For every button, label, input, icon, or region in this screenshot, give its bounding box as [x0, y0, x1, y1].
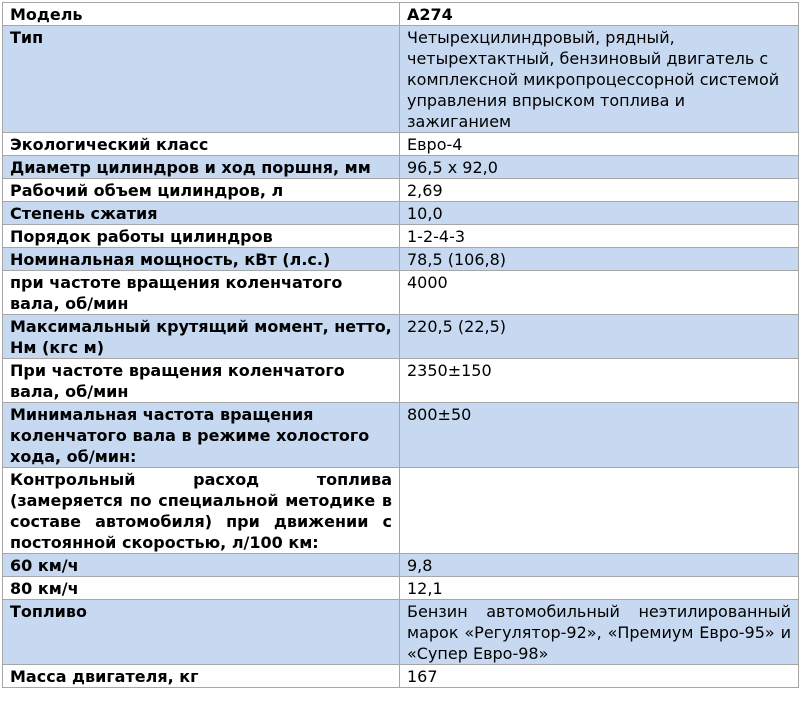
row-label: Масса двигателя, кг: [3, 665, 400, 688]
table-row: [3, 554, 799, 577]
table-row: [3, 133, 799, 156]
row-label: При частоте вращения коленчатого вала, об/мин: [3, 359, 400, 403]
table-row: [3, 403, 799, 468]
table-row: [3, 600, 799, 665]
row-value: 800±50: [400, 403, 799, 468]
row-label: 80 км/ч: [3, 577, 400, 600]
row-label: Рабочий объем цилиндров, л: [3, 179, 400, 202]
row-label: Максимальный крутящий момент, нетто, Нм (кгс м): [3, 315, 400, 359]
header-value: А274: [400, 3, 799, 26]
row-value: [400, 468, 799, 554]
row-value: 167: [400, 665, 799, 688]
table-row: [3, 156, 799, 179]
row-label: Номинальная мощность, кВт (л.с.): [3, 248, 400, 271]
row-label: при частоте вращения коленчатого вала, об/мин: [3, 271, 400, 315]
row-label: 60 км/ч: [3, 554, 400, 577]
row-label: Топливо: [3, 600, 400, 665]
row-value: 4000: [400, 271, 799, 315]
row-value: 10,0: [400, 202, 799, 225]
table-row: [3, 359, 799, 403]
row-value: 220,5 (22,5): [400, 315, 799, 359]
table-row: [3, 577, 799, 600]
row-value: Евро-4: [400, 133, 799, 156]
row-value: 9,8: [400, 554, 799, 577]
table-row: [3, 225, 799, 248]
table-row: [3, 665, 799, 688]
row-value: Бензин автомобильный неэтилированный марок «Регулятор-92», «Премиум Евро-95» и «Супер Евро-98»: [400, 600, 799, 665]
table-row: [3, 179, 799, 202]
row-value: 78,5 (106,8): [400, 248, 799, 271]
header-label: Модель: [3, 3, 400, 26]
table-row: [3, 468, 799, 554]
table-row: [3, 202, 799, 225]
row-label: Тип: [3, 26, 400, 133]
table-row: [3, 315, 799, 359]
row-value: 12,1: [400, 577, 799, 600]
row-value: 96,5 х 92,0: [400, 156, 799, 179]
table-row: [3, 271, 799, 315]
header-row: [3, 3, 799, 26]
row-label: Минимальная частота вращения коленчатого вала в режиме холостого хода, об/мин:: [3, 403, 400, 468]
row-label: Диаметр цилиндров и ход поршня, мм: [3, 156, 400, 179]
row-value: 2350±150: [400, 359, 799, 403]
row-label: Порядок работы цилиндров: [3, 225, 400, 248]
row-value: Четырехцилиндровый, рядный, четырехтактный, бензиновый двигатель с комплексной микропроцессорной системой управления впрыском топлива и зажиганием: [400, 26, 799, 133]
engine-spec-table: [2, 2, 799, 688]
row-label: Контрольный расход топлива (замеряется по специальной методике в составе автомобиля) при движении с постоянной скоростью, л/100 км:: [3, 468, 400, 554]
row-label: Степень сжатия: [3, 202, 400, 225]
row-value: 2,69: [400, 179, 799, 202]
table-row: [3, 26, 799, 133]
row-label: Экологический класс: [3, 133, 400, 156]
table-row: [3, 248, 799, 271]
row-value: 1-2-4-3: [400, 225, 799, 248]
